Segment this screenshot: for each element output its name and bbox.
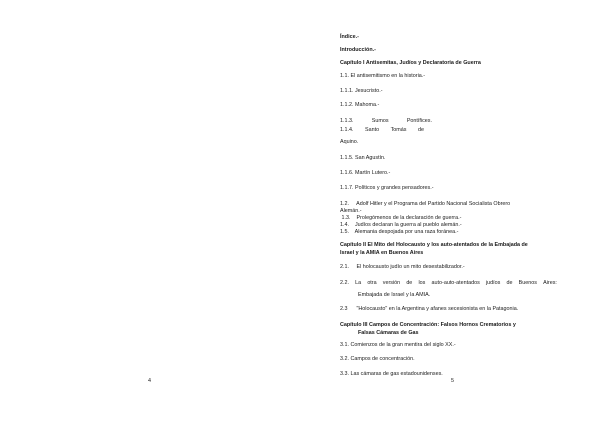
toc-entry-2-2-continued: Embajada de Israel y la AMIA.	[358, 292, 431, 298]
chapter-2-title-line-1: Capítulo II El Mito del Holocausto y los auto-atentados de la Embajada de	[340, 242, 528, 248]
toc-entry-2-1: 2.1. El holocausto judío un mito desestabilizador.-	[340, 264, 465, 270]
toc-entry-1-4: 1.4. Judíos declaran la guerra al pueblo alemán.-	[340, 222, 462, 228]
intro-entry: Introducción.-	[340, 47, 376, 53]
toc-entry-1-1-4: 1.1.4. Santo Tomás de	[340, 127, 424, 133]
toc-entry-1-1-3: 1.1.3. Sumos Pontífices.	[340, 118, 432, 124]
toc-entry-2-2: 2.2. La otra versión de los auto-auto-atentados judíos de Buenos Aires:	[340, 280, 557, 286]
toc-entry-1-1-1: 1.1.1. Jesucristo.-	[340, 88, 383, 94]
toc-entry-2-3: 2.3 "Holocausto" en la Argentina y afanes secesionista en la Patagonia.	[340, 306, 519, 312]
page-number-left: 4	[148, 378, 151, 384]
toc-entry-1-1: 1.1. El antisemitismo en la historia.-	[340, 73, 426, 79]
toc-entry-1-1-4-continued: Aquino.	[340, 139, 359, 145]
toc-entry-1-5: 1.5. Alemania despojada por una raza foránea.-	[340, 229, 459, 235]
toc-entry-1-2-continued: Alemán.-	[340, 208, 362, 214]
toc-entry-1-1-2: 1.1.2. Mahoma.-	[340, 102, 380, 108]
toc-entry-3-1: 3.1. Comienzos de la gran mentira del siglo XX.-	[340, 342, 456, 348]
toc-entry-3-3: 3.3. Las cámaras de gas estadounidenses.	[340, 371, 443, 377]
index-title: Índice.-	[340, 34, 359, 40]
toc-entry-1-1-7: 1.1.7. Políticos y grandes pensadores.-	[340, 185, 434, 191]
toc-entry-3-2: 3.2. Campos de concentración.	[340, 356, 415, 362]
toc-entry-1-1-6: 1.1.6. Martín Lutero.-	[340, 170, 391, 176]
chapter-3-title-line-2: Falsas Cámaras de Gas	[358, 330, 419, 336]
chapter-1-title: Capítulo I Antisemitas, Judíos y Declaratoria de Guerra	[340, 60, 481, 66]
page-number-right: 5	[451, 378, 454, 384]
toc-entry-1-3: 1.3. Prolegómenos de la declaración de guerra.-	[340, 215, 462, 221]
chapter-3-title-line-1: Capítulo III Campos de Concentración: Falsos Hornos Crematorios y	[340, 322, 516, 328]
toc-entry-1-2: 1.2. Adolf Hitler y el Programa del Partido Nacional Socialista Obrero	[340, 201, 511, 207]
toc-entry-1-1-5: 1.1.5. San Agustín.	[340, 155, 386, 161]
chapter-2-title-line-2: Israel y la AMIA en Buenos Aires	[340, 250, 424, 256]
